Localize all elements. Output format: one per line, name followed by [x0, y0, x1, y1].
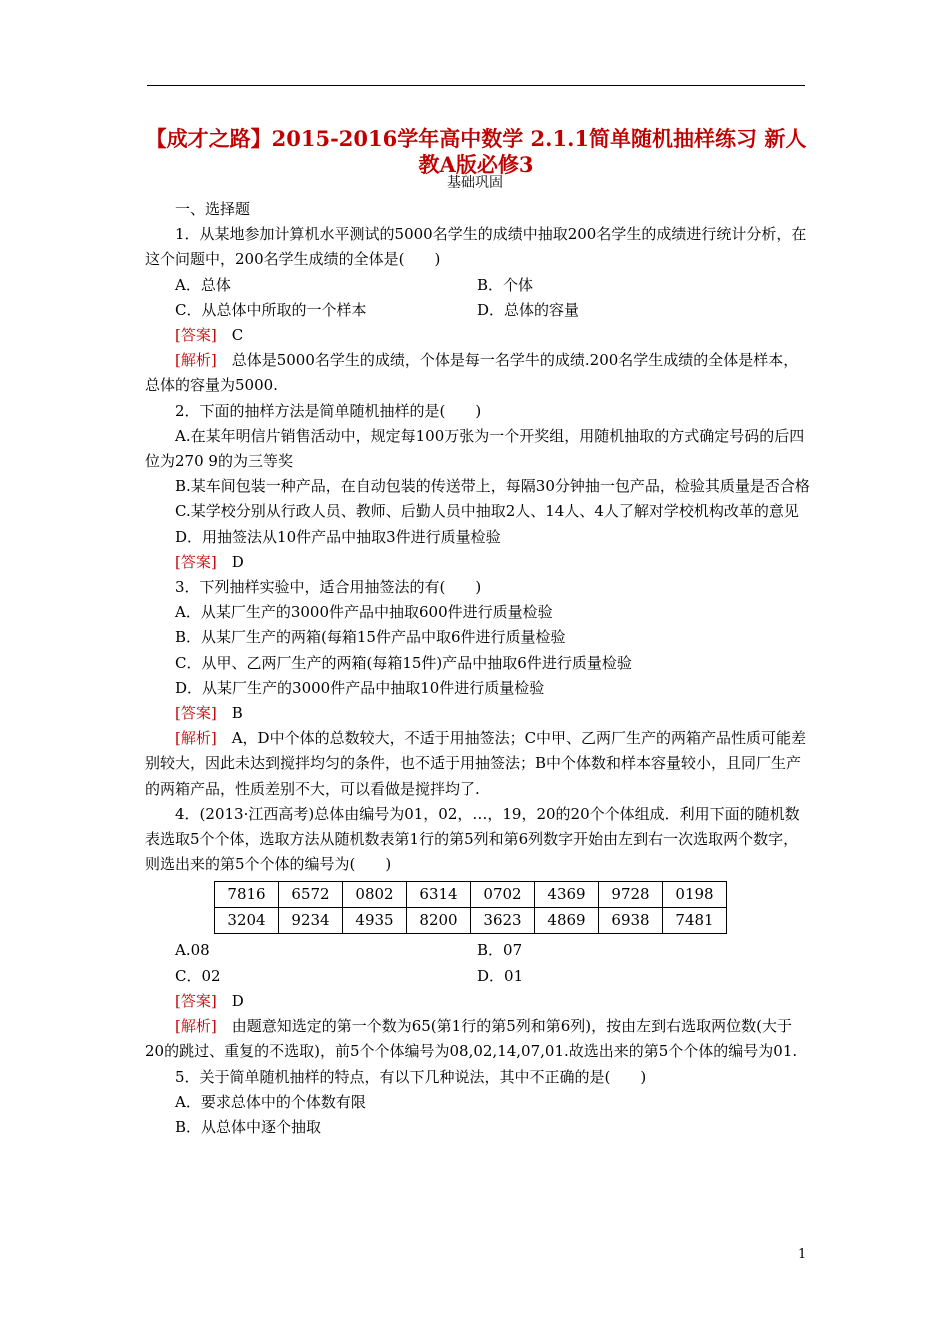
table-row: [215, 908, 727, 934]
table-cell: 6938: [599, 908, 663, 934]
table-cell: 6314: [407, 882, 471, 908]
table-cell: 3623: [471, 908, 535, 934]
table-row: [215, 882, 727, 908]
analysis-tag: [解析]: [175, 351, 217, 370]
table-cell: 3204: [215, 908, 279, 934]
table-cell: 6572: [279, 882, 343, 908]
q3-answer: [145, 701, 810, 726]
answer-tag: [答案]: [175, 552, 217, 571]
q4-option-d: D．01: [477, 966, 524, 985]
q3-option-b: B．从某厂生产的两箱(每箱15件产品中取6件进行质量检验: [175, 628, 566, 647]
document-title: [120, 126, 832, 178]
answer-value: D: [216, 552, 244, 571]
q4-option-c: C．02: [175, 966, 221, 985]
analysis-text: 总体是5000名学生的成绩，个体是每一名学牛的成绩.200名学生成绩的全体是样本，总体的容量为5000.: [145, 351, 799, 395]
q1-answer: [145, 323, 810, 348]
q1-analysis: [145, 348, 810, 398]
table-cell: 4935: [343, 908, 407, 934]
q1-stem: 1．从某地参加计算机水平测试的5000名学生的成绩中抽取200名学生的成绩进行统计分析，在这个问题中，200名学生成绩的全体是( ): [145, 225, 807, 269]
q1-options-row2: [145, 298, 810, 323]
q1-option-a: A．总体: [175, 275, 231, 294]
q3-option-d: D．从某厂生产的3000件产品中抽取10件进行质量检验: [175, 678, 545, 697]
q5-option-a: A．要求总体中的个体数有限: [175, 1092, 366, 1111]
q5-option-b: B．从总体中逐个抽取: [175, 1117, 322, 1136]
analysis-tag: [解析]: [175, 1017, 217, 1036]
q2-option-a: A.在某年明信片销售活动中，规定每100万张为一个开奖组，用随机抽取的方式确定号码的后四位为270 9的为三等奖: [145, 426, 805, 471]
header-rule: [147, 85, 805, 86]
random-number-table: [214, 881, 727, 934]
q4-option-a: A.08: [175, 941, 210, 960]
answer-tag: [答案]: [175, 704, 217, 723]
section-heading: 一、选择题: [175, 200, 251, 218]
q4-answer: [145, 989, 810, 1014]
title-line-2: 教A版必修3: [418, 152, 534, 177]
answer-value: C: [216, 326, 244, 345]
table-cell: 8200: [407, 908, 471, 934]
answer-tag: [答案]: [175, 991, 217, 1010]
analysis-tag: [解析]: [175, 729, 217, 748]
document-body: [145, 197, 810, 1140]
q4-stem: 4．(2013·江西高考)总体由编号为01，02，…，19，20的20个个体组成．利用下面的随机数表选取5个个体，选取方法从随机数表第1行的第5列和第6列数字开始由左到右一次选取两个数字，则选出来的第5个个体的编号为( ): [145, 804, 800, 874]
analysis-text: 由题意知选定的第一个数为65(第1行的第5列和第6列)，按由左到右选取两位数(大于20的跳过、重复的不选取)，前5个个体编号为08,02,14,07,01.故选出来的第5个个体的编号为01.: [145, 1017, 798, 1061]
q2-option-c: C.某学校分别从行政人员、教师、后勤人员中抽取2人、14人、4人了解对学校机构改革的意见: [175, 502, 799, 521]
q4-options-row2: [145, 964, 810, 989]
table-cell: 4869: [535, 908, 599, 934]
q3-option-a: A．从某厂生产的3000件产品中抽取600件进行质量检验: [175, 603, 553, 622]
q2-option-b: B.某车间包装一种产品，在自动包装的传送带上，每隔30分钟抽一包产品，检验其质量是否合格: [175, 477, 810, 496]
q1-options-row1: [145, 273, 810, 298]
table-cell: 9728: [599, 882, 663, 908]
q4-analysis: [145, 1014, 810, 1064]
q4-option-b: B．07: [477, 941, 523, 960]
q3-analysis: [145, 726, 810, 802]
table-cell: 4369: [535, 882, 599, 908]
section-subtitle: 基础巩固: [447, 175, 503, 191]
table-cell: 7481: [663, 908, 727, 934]
q1-option-b: B．个体: [477, 275, 534, 294]
q4-options-row1: [145, 938, 810, 963]
q3-option-c: C．从甲、乙两厂生产的两箱(每箱15件)产品中抽取6件进行质量检验: [175, 653, 632, 672]
q3-stem: 3．下列抽样实验中，适合用抽签法的有( ): [175, 578, 482, 597]
table-cell: 0198: [663, 882, 727, 908]
answer-value: B: [216, 704, 243, 723]
analysis-text: A，D中个体的总数较大，不适于用抽签法；C中甲、乙两厂生产的两箱产品性质可能差别较大，因此未达到搅拌均匀的条件，也不适于用抽签法；B中个体数和样本容量较小，且同厂生产的两箱产品，性质差别不大，可以看做是搅拌均了.: [145, 729, 807, 798]
table-cell: 7816: [215, 882, 279, 908]
answer-tag: [答案]: [175, 326, 217, 345]
q2-stem: 2．下面的抽样方法是简单随机抽样的是( ): [175, 401, 482, 420]
table-cell: 9234: [279, 908, 343, 934]
q2-answer: [145, 550, 810, 575]
q1-option-d: D．总体的容量: [477, 300, 580, 319]
table-cell: 0802: [343, 882, 407, 908]
q5-stem: 5．关于简单随机抽样的特点，有以下几种说法，其中不正确的是( ): [175, 1067, 647, 1086]
answer-value: D: [216, 991, 244, 1010]
page-number: 1: [798, 1247, 807, 1262]
q2-option-d: D．用抽签法从10件产品中抽取3件进行质量检验: [175, 527, 501, 546]
table-cell: 0702: [471, 882, 535, 908]
q1-option-c: C．从总体中所取的一个样本: [175, 300, 367, 319]
title-line-1: 【成才之路】2015-2016学年高中数学 2.1.1简单随机抽样练习 新人: [145, 126, 807, 151]
